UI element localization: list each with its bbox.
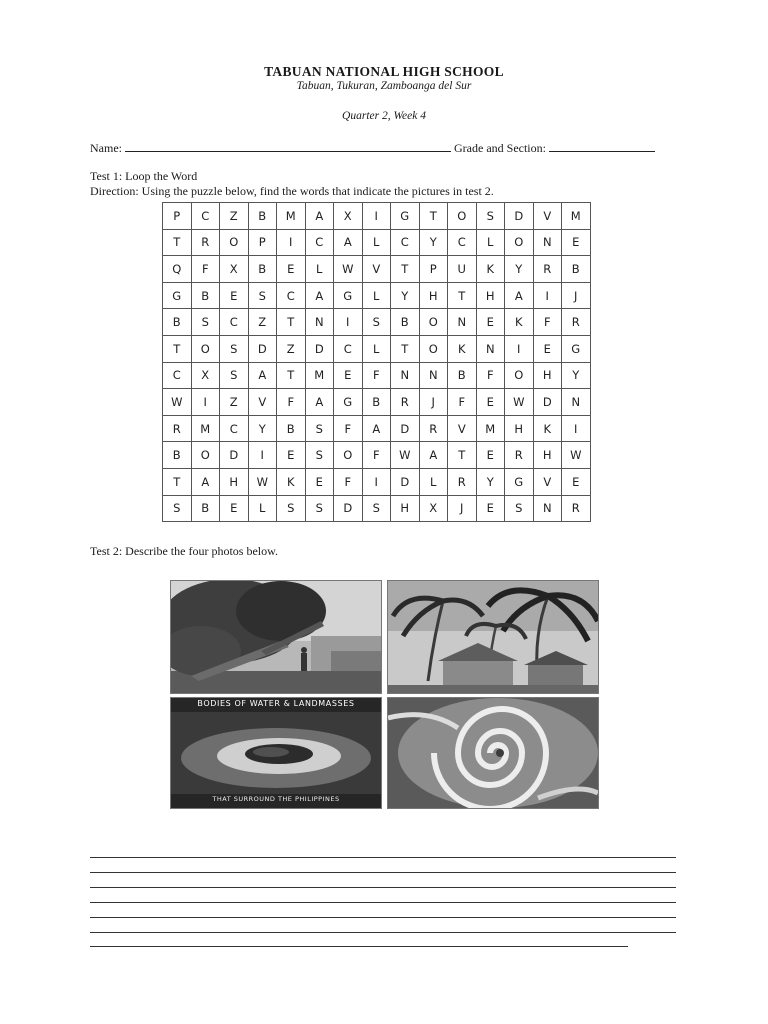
grid-letter[interactable]: L bbox=[248, 495, 277, 522]
grid-letter[interactable]: F bbox=[362, 362, 391, 389]
grid-letter[interactable]: C bbox=[220, 415, 249, 442]
grid-letter[interactable]: S bbox=[277, 495, 306, 522]
grid-letter[interactable]: E bbox=[305, 468, 334, 495]
grid-letter[interactable]: H bbox=[220, 468, 249, 495]
grid-letter[interactable]: Y bbox=[248, 415, 277, 442]
grid-letter[interactable]: B bbox=[191, 282, 220, 309]
test2-label: Test 2: Describe the four photos below. bbox=[90, 544, 279, 558]
grid-letter[interactable]: D bbox=[334, 495, 363, 522]
quarter-week: Quarter 2, Week 4 bbox=[342, 110, 426, 122]
grid-letter[interactable]: W bbox=[391, 442, 420, 469]
grid-letter[interactable]: E bbox=[277, 442, 306, 469]
grid-row bbox=[163, 256, 591, 283]
grid-row bbox=[163, 495, 591, 522]
grid-row bbox=[163, 442, 591, 469]
grid-letter[interactable]: E bbox=[533, 335, 562, 362]
grid-letter[interactable]: T bbox=[448, 442, 477, 469]
grid-letter[interactable]: O bbox=[505, 229, 534, 256]
grid-letter[interactable]: C bbox=[163, 362, 192, 389]
photo-caption-bottom: THAT SURROUND THE PHILIPPINES bbox=[212, 795, 340, 803]
grid-letter[interactable]: V bbox=[448, 415, 477, 442]
grid-letter[interactable]: E bbox=[562, 468, 591, 495]
grid-letter[interactable]: T bbox=[419, 203, 448, 230]
grid-letter[interactable]: F bbox=[334, 415, 363, 442]
grid-letter[interactable]: Y bbox=[476, 468, 505, 495]
grid-letter[interactable]: D bbox=[533, 389, 562, 416]
grid-letter[interactable]: H bbox=[391, 495, 420, 522]
grid-letter[interactable]: H bbox=[419, 282, 448, 309]
grid-letter[interactable]: I bbox=[505, 335, 534, 362]
grade-section-label: Grade and Section: bbox=[454, 141, 546, 155]
grid-letter[interactable]: N bbox=[419, 362, 448, 389]
grid-letter[interactable]: N bbox=[305, 309, 334, 336]
school-title: TABUAN NATIONAL HIGH SCHOOL bbox=[264, 64, 504, 79]
grid-letter[interactable]: K bbox=[448, 335, 477, 362]
grid-letter[interactable]: D bbox=[305, 335, 334, 362]
grid-letter[interactable]: W bbox=[248, 468, 277, 495]
grid-letter[interactable]: G bbox=[391, 203, 420, 230]
answer-line[interactable] bbox=[90, 872, 676, 873]
grid-letter[interactable]: O bbox=[191, 442, 220, 469]
grid-letter[interactable]: Q bbox=[163, 256, 192, 283]
grid-letter[interactable]: V bbox=[533, 468, 562, 495]
grid-letter[interactable]: S bbox=[191, 309, 220, 336]
grid-letter[interactable]: T bbox=[391, 256, 420, 283]
grid-letter[interactable]: G bbox=[505, 468, 534, 495]
grid-letter[interactable]: Y bbox=[562, 362, 591, 389]
grid-letter[interactable]: S bbox=[220, 362, 249, 389]
grid-letter[interactable]: T bbox=[163, 468, 192, 495]
grid-letter[interactable]: O bbox=[419, 309, 448, 336]
grid-letter[interactable]: R bbox=[419, 415, 448, 442]
grid-letter[interactable]: A bbox=[305, 282, 334, 309]
grid-letter[interactable]: R bbox=[191, 229, 220, 256]
grid-letter[interactable]: K bbox=[476, 256, 505, 283]
grid-letter[interactable]: C bbox=[391, 229, 420, 256]
grid-letter[interactable]: A bbox=[334, 229, 363, 256]
grid-letter[interactable]: Z bbox=[277, 335, 306, 362]
grid-letter[interactable]: L bbox=[362, 335, 391, 362]
grid-letter[interactable]: O bbox=[505, 362, 534, 389]
grid-letter[interactable]: R bbox=[562, 495, 591, 522]
grid-letter[interactable]: C bbox=[191, 203, 220, 230]
grid-letter[interactable]: D bbox=[248, 335, 277, 362]
island-aerial-photo bbox=[170, 697, 382, 809]
grid-letter[interactable]: A bbox=[248, 362, 277, 389]
grid-letter[interactable]: K bbox=[277, 468, 306, 495]
grid-letter[interactable]: D bbox=[220, 442, 249, 469]
grid-letter[interactable]: Z bbox=[248, 309, 277, 336]
grid-letter[interactable]: I bbox=[362, 203, 391, 230]
grid-letter[interactable]: B bbox=[277, 415, 306, 442]
grid-letter[interactable]: B bbox=[163, 309, 192, 336]
grid-letter[interactable]: I bbox=[191, 389, 220, 416]
grid-letter[interactable]: O bbox=[220, 229, 249, 256]
grid-letter[interactable]: N bbox=[476, 335, 505, 362]
grid-letter[interactable]: L bbox=[476, 229, 505, 256]
photo-caption-top: BODIES OF WATER & LANDMASSES bbox=[197, 699, 355, 708]
grid-letter[interactable]: N bbox=[533, 229, 562, 256]
grid-letter[interactable]: E bbox=[476, 309, 505, 336]
grid-letter[interactable]: N bbox=[448, 309, 477, 336]
grid-letter[interactable]: V bbox=[248, 389, 277, 416]
grid-letter[interactable]: L bbox=[362, 282, 391, 309]
grid-letter[interactable]: A bbox=[305, 389, 334, 416]
grid-letter[interactable]: T bbox=[163, 229, 192, 256]
grid-letter[interactable]: P bbox=[163, 203, 192, 230]
grid-row bbox=[163, 309, 591, 336]
grid-letter[interactable]: B bbox=[248, 203, 277, 230]
grid-letter[interactable]: H bbox=[505, 415, 534, 442]
grid-letter[interactable]: R bbox=[448, 468, 477, 495]
grid-letter[interactable]: E bbox=[334, 362, 363, 389]
grid-letter[interactable]: I bbox=[277, 229, 306, 256]
grid-letter[interactable]: P bbox=[419, 256, 448, 283]
grid-letter[interactable]: X bbox=[334, 203, 363, 230]
grid-row bbox=[163, 229, 591, 256]
grid-letter[interactable]: V bbox=[533, 203, 562, 230]
grid-letter[interactable]: P bbox=[248, 229, 277, 256]
grid-letter[interactable]: S bbox=[305, 442, 334, 469]
grid-letter[interactable]: R bbox=[391, 389, 420, 416]
grid-letter[interactable]: F bbox=[334, 468, 363, 495]
grid-letter[interactable]: V bbox=[362, 256, 391, 283]
grid-letter[interactable]: C bbox=[448, 229, 477, 256]
grid-letter[interactable]: T bbox=[277, 362, 306, 389]
grid-letter[interactable]: X bbox=[220, 256, 249, 283]
grid-letter[interactable]: M bbox=[191, 415, 220, 442]
grid-letter[interactable]: L bbox=[362, 229, 391, 256]
grid-letter[interactable]: C bbox=[277, 282, 306, 309]
grid-letter[interactable]: T bbox=[448, 282, 477, 309]
grid-letter[interactable]: Y bbox=[391, 282, 420, 309]
grid-letter[interactable]: B bbox=[562, 256, 591, 283]
grade-section-field[interactable] bbox=[549, 140, 655, 152]
grid-letter[interactable]: B bbox=[362, 389, 391, 416]
grid-letter[interactable]: F bbox=[476, 362, 505, 389]
grid-letter[interactable]: U bbox=[448, 256, 477, 283]
grid-letter[interactable]: E bbox=[476, 442, 505, 469]
grid-letter[interactable]: W bbox=[334, 256, 363, 283]
grid-letter[interactable]: A bbox=[419, 442, 448, 469]
grid-letter[interactable]: E bbox=[220, 282, 249, 309]
answer-line[interactable] bbox=[90, 887, 676, 888]
grid-letter[interactable]: N bbox=[533, 495, 562, 522]
grid-letter[interactable]: F bbox=[362, 442, 391, 469]
grid-letter[interactable]: C bbox=[305, 229, 334, 256]
grid-letter[interactable]: M bbox=[277, 203, 306, 230]
grid-letter[interactable]: R bbox=[505, 442, 534, 469]
grid-letter[interactable]: K bbox=[533, 415, 562, 442]
grid-letter[interactable]: N bbox=[391, 362, 420, 389]
grid-letter[interactable]: R bbox=[163, 415, 192, 442]
grid-letter[interactable]: W bbox=[562, 442, 591, 469]
grid-letter[interactable]: H bbox=[476, 282, 505, 309]
grid-letter[interactable]: T bbox=[163, 335, 192, 362]
grid-letter[interactable]: S bbox=[163, 495, 192, 522]
grid-letter[interactable]: S bbox=[248, 282, 277, 309]
answer-line[interactable] bbox=[90, 917, 676, 918]
grid-letter[interactable]: G bbox=[562, 335, 591, 362]
name-field[interactable] bbox=[125, 140, 451, 152]
answer-line[interactable] bbox=[90, 902, 676, 903]
grid-letter[interactable]: A bbox=[505, 282, 534, 309]
grid-letter[interactable]: T bbox=[277, 309, 306, 336]
grid-row bbox=[163, 335, 591, 362]
grid-letter[interactable]: L bbox=[419, 468, 448, 495]
grid-letter[interactable]: B bbox=[163, 442, 192, 469]
grid-letter[interactable]: I bbox=[362, 468, 391, 495]
grid-letter[interactable]: B bbox=[391, 309, 420, 336]
answer-line[interactable] bbox=[90, 946, 628, 947]
grid-letter[interactable]: G bbox=[334, 389, 363, 416]
grid-letter[interactable]: I bbox=[248, 442, 277, 469]
test1-label: Test 1: Loop the Word bbox=[90, 169, 198, 183]
grid-letter[interactable]: Y bbox=[505, 256, 534, 283]
grid-letter[interactable]: C bbox=[220, 309, 249, 336]
grid-letter[interactable]: A bbox=[305, 203, 334, 230]
answer-line[interactable] bbox=[90, 932, 676, 933]
grid-letter[interactable]: S bbox=[305, 495, 334, 522]
grid-row bbox=[163, 362, 591, 389]
grid-letter[interactable]: D bbox=[391, 415, 420, 442]
word-search-grid bbox=[162, 202, 591, 522]
grid-letter[interactable]: M bbox=[562, 203, 591, 230]
grid-letter[interactable]: E bbox=[277, 256, 306, 283]
grid-row bbox=[163, 203, 591, 230]
grid-letter[interactable]: O bbox=[191, 335, 220, 362]
grid-letter[interactable]: B bbox=[448, 362, 477, 389]
grid-letter[interactable]: S bbox=[362, 309, 391, 336]
grid-row bbox=[163, 389, 591, 416]
test1-direction: Direction: Using the puzzle below, find the words that indicate the pictures in test 2. bbox=[90, 184, 494, 198]
grid-letter[interactable]: J bbox=[419, 389, 448, 416]
grid-letter[interactable]: G bbox=[163, 282, 192, 309]
grid-letter[interactable]: B bbox=[248, 256, 277, 283]
grid-letter[interactable]: N bbox=[562, 389, 591, 416]
grid-letter[interactable]: F bbox=[191, 256, 220, 283]
grid-letter[interactable]: E bbox=[562, 229, 591, 256]
grid-letter[interactable]: I bbox=[334, 309, 363, 336]
grid-letter[interactable]: J bbox=[448, 495, 477, 522]
grid-letter[interactable]: D bbox=[505, 203, 534, 230]
grid-letter[interactable]: S bbox=[220, 335, 249, 362]
grid-letter[interactable]: M bbox=[305, 362, 334, 389]
grid-letter[interactable]: F bbox=[448, 389, 477, 416]
fallen-tree-storm-photo bbox=[170, 580, 382, 694]
grid-letter[interactable]: H bbox=[533, 442, 562, 469]
grid-letter[interactable]: H bbox=[533, 362, 562, 389]
grid-letter[interactable]: R bbox=[562, 309, 591, 336]
grid-letter[interactable]: A bbox=[191, 468, 220, 495]
grid-letter[interactable]: C bbox=[334, 335, 363, 362]
grid-letter[interactable]: X bbox=[191, 362, 220, 389]
grid-letter[interactable]: T bbox=[391, 335, 420, 362]
grid-letter[interactable]: L bbox=[305, 256, 334, 283]
grid-letter[interactable]: S bbox=[362, 495, 391, 522]
grid-letter[interactable]: A bbox=[362, 415, 391, 442]
grid-letter[interactable]: I bbox=[562, 415, 591, 442]
grid-letter[interactable]: S bbox=[505, 495, 534, 522]
typhoon-palm-trees-photo bbox=[387, 580, 599, 694]
grid-letter[interactable]: R bbox=[533, 256, 562, 283]
grid-letter[interactable]: K bbox=[505, 309, 534, 336]
grid-letter[interactable]: G bbox=[334, 282, 363, 309]
grid-letter[interactable]: D bbox=[391, 468, 420, 495]
grid-letter[interactable]: Y bbox=[419, 229, 448, 256]
grid-letter[interactable]: W bbox=[163, 389, 192, 416]
grid-letter[interactable]: S bbox=[305, 415, 334, 442]
grid-letter[interactable]: I bbox=[533, 282, 562, 309]
satellite-cyclone-photo bbox=[387, 697, 599, 809]
grid-row bbox=[163, 415, 591, 442]
grid-letter[interactable]: O bbox=[448, 203, 477, 230]
grid-letter[interactable]: Z bbox=[220, 203, 249, 230]
grid-letter[interactable]: M bbox=[476, 415, 505, 442]
grid-letter[interactable]: E bbox=[220, 495, 249, 522]
grid-row bbox=[163, 468, 591, 495]
grid-row bbox=[163, 282, 591, 309]
grid-letter[interactable]: X bbox=[419, 495, 448, 522]
name-label: Name: bbox=[90, 141, 122, 155]
grid-letter[interactable]: O bbox=[419, 335, 448, 362]
grid-letter[interactable]: W bbox=[505, 389, 534, 416]
grid-letter[interactable]: E bbox=[476, 495, 505, 522]
name-row bbox=[90, 140, 655, 156]
grid-letter[interactable]: F bbox=[277, 389, 306, 416]
grid-letter[interactable]: F bbox=[533, 309, 562, 336]
school-address: Tabuan, Tukuran, Zamboanga del Sur bbox=[296, 80, 472, 92]
grid-letter[interactable]: B bbox=[191, 495, 220, 522]
grid-letter[interactable]: Z bbox=[220, 389, 249, 416]
grid-letter[interactable]: J bbox=[562, 282, 591, 309]
answer-line[interactable] bbox=[90, 857, 676, 858]
grid-letter[interactable]: E bbox=[476, 389, 505, 416]
grid-letter[interactable]: S bbox=[476, 203, 505, 230]
grid-letter[interactable]: O bbox=[334, 442, 363, 469]
